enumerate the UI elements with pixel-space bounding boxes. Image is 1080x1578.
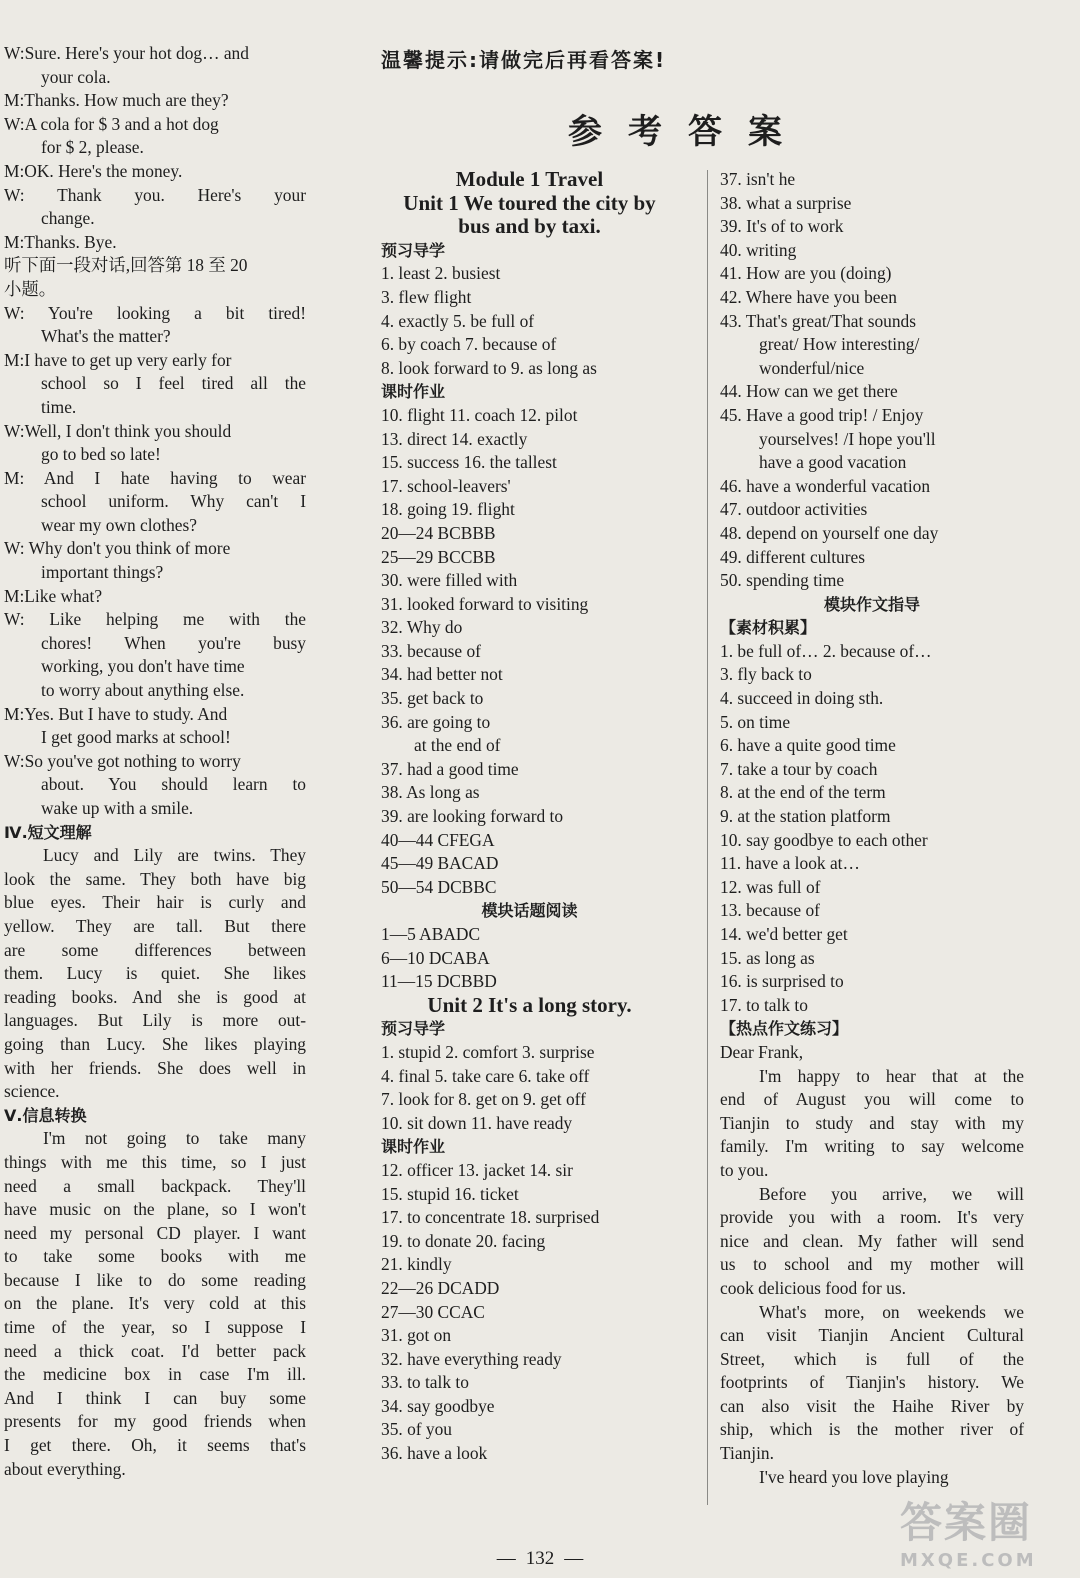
col1-line: working, you don't have time (41, 656, 245, 677)
col3-line: can visit Tianjin Ancient Cultural (720, 1325, 1024, 1346)
col3-line: us to school and my mother will (720, 1254, 1024, 1275)
col1-line: presents for my good friends when (4, 1411, 306, 1432)
col2-line: 12. officer 13. jacket 14. sir (381, 1159, 573, 1180)
col1-line: need a small backpack. They'll (4, 1175, 306, 1196)
col1-line: your cola. (41, 66, 111, 87)
col3-line: 44. How can we get there (720, 381, 898, 402)
col3-line: 5. on time (720, 711, 791, 732)
watermark-logo: 答案圈 MXQE.COM (900, 1498, 1037, 1571)
col3-line: 17. to talk to (720, 994, 808, 1015)
col3-line: footprints of Tianjin's history. We (720, 1372, 1024, 1393)
col3-line: 37. isn't he (720, 169, 796, 189)
col2-line: 35. of you (381, 1419, 453, 1440)
col2-line: 30. were filled with (381, 570, 518, 591)
column-writing-answers (720, 168, 1024, 1489)
col1-line: change. (41, 208, 95, 229)
col3-line: 1. be full of… 2. because of… (720, 640, 932, 661)
col3-line: Before you arrive, we will (759, 1183, 1024, 1204)
col3-line: 49. different cultures (720, 546, 866, 567)
col2-line: 15. success 16. the tallest (381, 452, 557, 473)
col1-line: What's the matter? (41, 326, 171, 347)
col3-line: 【素材积累】 (720, 618, 817, 638)
col3-line: to you. (720, 1159, 769, 1180)
col2-line: 6—10 DCABA (381, 947, 490, 968)
column-module1-answers (381, 168, 678, 1466)
col3-line: I'm happy to hear that at the (759, 1065, 1024, 1086)
col2-line: 预习导学 (381, 240, 446, 260)
col1-line: things with me this time, so I just (4, 1151, 306, 1172)
col1-line: for $ 2, please. (41, 137, 144, 158)
col1-line: M:Like what? (4, 585, 103, 606)
col1-line: important things? (41, 562, 164, 583)
col1-line: I get good marks at school! (41, 727, 231, 748)
col3-line: 10. say goodbye to each other (720, 829, 928, 850)
col3-line: 43. That's great/That sounds (720, 310, 917, 331)
col1-line: reading books. And she is good at (4, 986, 306, 1007)
col1-line: I'm not going to take many (43, 1128, 306, 1149)
col3-line: 50. spending time (720, 570, 845, 591)
col3-line: cook delicious food for us. (720, 1277, 906, 1298)
col3-line: 模块作文指导 (823, 594, 920, 614)
col1-line: I get there. Oh, it seems that's (4, 1435, 306, 1456)
col2-line: 7. look for 8. get on 9. get off (381, 1089, 586, 1110)
col2-line: 18. going 19. flight (381, 499, 515, 520)
col1-line: yellow. They are tall. But there (4, 915, 306, 936)
col2-line: 32. Why do (381, 617, 463, 638)
col2-line: 39. are looking forward to (381, 806, 564, 827)
col1-line: chores! When you're busy (41, 632, 306, 653)
col3-line: 4. succeed in doing sth. (720, 688, 884, 709)
col3-line: 15. as long as (720, 947, 815, 968)
col2-line: 11—15 DCBBD (381, 971, 497, 992)
col2-line: 1—5 ABADC (381, 924, 481, 944)
col1-line: wear my own clothes? (41, 514, 197, 535)
col1-line: W:A cola for $ 3 and a hot dog (4, 113, 219, 134)
col2-line: at the end of (414, 735, 501, 756)
col3-line: Tianjin to study and stay with my (720, 1112, 1024, 1133)
col2-line: 34. had better not (381, 664, 503, 685)
col3-line: 40. writing (720, 239, 797, 260)
col1-line: languages. But Lily is more out- (4, 1010, 306, 1031)
col1-line: need my personal CD player. I want (4, 1222, 306, 1243)
col3-line: Dear Frank, (720, 1041, 804, 1062)
col1-line: 听下面一段对话,回答第 18 至 20 (4, 255, 248, 276)
col2-line: 8. look forward to 9. as long as (381, 357, 597, 378)
col3-line: 【热点作文练习】 (720, 1019, 849, 1039)
col3-line: 12. was full of (720, 876, 821, 897)
col1-line: W:Well, I don't think you should (4, 420, 232, 441)
col1-line: W: Like helping me with the (4, 609, 306, 630)
col3-line: yourselves! /I hope you'll (759, 428, 936, 449)
col2-line: 36. are going to (381, 711, 491, 732)
col3-line: What's more, on weekends we (759, 1301, 1024, 1322)
col3-line: 16. is surprised to (720, 971, 844, 992)
col3-line: provide you with a room. It's very (720, 1207, 1024, 1228)
col3-line: 9. at the station platform (720, 806, 891, 827)
col3-line: 8. at the end of the term (720, 782, 886, 803)
col1-line: M:Thanks. How much are they? (4, 90, 229, 111)
col1-line: W: You're looking a bit tired! (4, 302, 306, 323)
col2-line: 33. because of (381, 640, 481, 661)
col2-line: 50—54 DCBBC (381, 876, 497, 897)
col2-line: 6. by coach 7. because of (381, 334, 557, 355)
col1-line: them. Lucy is quiet. She likes (4, 963, 306, 984)
col2-line: bus and by taxi. (458, 214, 601, 239)
col1-line: W: Thank you. Here's your (4, 184, 306, 205)
col2-line: 38. As long as (381, 782, 480, 803)
col2-line: 45—49 BACAD (381, 853, 499, 874)
col2-line: 35. get back to (381, 688, 484, 709)
column-listening-reading (4, 42, 306, 1481)
col2-line: 17. to concentrate 18. surprised (381, 1207, 600, 1228)
col2-line: 33. to talk to (381, 1372, 469, 1393)
col2-line: 37. had a good time (381, 758, 519, 779)
col1-line: M:OK. Here's the money. (4, 160, 183, 181)
col3-line: can also visit the Haihe River by (720, 1395, 1024, 1416)
col1-line: blue eyes. Their hair is curly and (4, 892, 306, 913)
col1-line: have music on the plane, so I won't (4, 1199, 306, 1220)
col2-line: 31. got on (381, 1325, 452, 1346)
col1-line: the medicine box in case I'm ill. (4, 1364, 306, 1385)
col1-line: 小题。 (4, 278, 57, 299)
col3-line: 45. Have a good trip! / Enjoy (720, 404, 924, 425)
col1-line: And I think I can buy some (4, 1387, 306, 1408)
col1-line: to take some books with me (4, 1246, 306, 1267)
col2-line: 4. exactly 5. be full of (381, 310, 535, 331)
col3-line: Street, which is full of the (720, 1348, 1024, 1369)
col3-line: 41. How are you (doing) (720, 263, 892, 284)
col1-line: need a thick coat. I'd better pack (4, 1340, 306, 1361)
col1-line: are some differences between (4, 939, 306, 960)
col2-line: 32. have everything ready (381, 1348, 562, 1369)
col2-line: 31. looked forward to visiting (381, 593, 589, 614)
col3-line: 42. Where have you been (720, 286, 897, 307)
col3-line: 39. It's of to work (720, 216, 844, 237)
col3-line: 14. we'd better get (720, 924, 848, 944)
col2-line: 课时作业 (381, 382, 446, 402)
col3-line: have a good vacation (759, 452, 907, 473)
col1-line: with her friends. She does well in (4, 1057, 306, 1078)
col1-line: about. You should learn to (41, 774, 306, 795)
col3-line: end of August you will come to (720, 1089, 1024, 1110)
col1-line: W: Why don't you think of more (4, 538, 231, 559)
col1-line: time of the year, so I suppose I (4, 1317, 306, 1338)
col2-line: 20—24 BCBBB (381, 522, 496, 543)
col1-line: Lucy and Lily are twins. They (43, 845, 306, 866)
col1-line: time. (41, 396, 77, 417)
col1-line: school uniform. Why can't I (41, 491, 306, 512)
col1-line: wake up with a smile. (41, 798, 194, 818)
col2-line: 10. sit down 11. have ready (381, 1112, 573, 1133)
col1-line: on the plane. It's very cold at this (4, 1293, 306, 1314)
col2-line: Module 1 Travel (455, 167, 604, 191)
col2-line: 19. to donate 20. facing (381, 1230, 546, 1251)
column-divider (707, 170, 708, 1505)
col3-line: 48. depend on yourself one day (720, 522, 939, 543)
col2-line: 15. stupid 16. ticket (381, 1183, 519, 1204)
col1-line: about everything. (4, 1458, 126, 1479)
col2-line: 课时作业 (381, 1137, 446, 1157)
col2-line: 模块话题阅读 (481, 901, 578, 921)
col2-line: 25—29 BCCBB (381, 546, 496, 567)
col2-line: 17. school-leavers' (381, 475, 511, 496)
col3-line: great/ How interesting/ (759, 334, 920, 355)
page-title: 参考答案 (568, 112, 808, 152)
col3-line: 47. outdoor activities (720, 499, 868, 520)
col1-line: M:Yes. But I have to study. And (4, 703, 228, 724)
col1-line: to worry about anything else. (41, 680, 245, 701)
col1-line: W:So you've got nothing to worry (4, 750, 241, 771)
col1-line: science. (4, 1081, 60, 1102)
col3-line: wonderful/nice (759, 357, 865, 378)
col1-line: Ⅳ.短文理解 (4, 822, 92, 842)
col2-line: 13. direct 14. exactly (381, 428, 528, 449)
col3-line: ship, which is the mother river of (720, 1419, 1024, 1440)
col1-line: go to bed so late! (41, 444, 161, 465)
col1-line: going than Lucy. She likes playing (4, 1033, 306, 1054)
col1-line: M: And I hate having to wear (4, 467, 306, 488)
col3-line: family. I'm writing to say welcome (720, 1136, 1024, 1157)
col3-line: 3. fly back to (720, 664, 812, 685)
col3-line: 7. take a tour by coach (720, 758, 878, 779)
col3-line: 13. because of (720, 900, 820, 921)
col3-line: 6. have a quite good time (720, 735, 896, 756)
col2-line: 40—44 CFEGA (381, 829, 495, 850)
col3-line: Tianjin. (720, 1443, 774, 1464)
col2-line: Unit 2 It's a long story. (427, 992, 632, 1017)
col1-line: look the same. They both have big (4, 868, 306, 889)
col2-line: 27—30 CCAC (381, 1301, 485, 1322)
col1-line: school so I feel tired all the (41, 373, 306, 394)
col2-line: Unit 1 We toured the city by (403, 190, 656, 215)
col1-line: W:Sure. Here's your hot dog… and (4, 43, 249, 63)
col3-line: 46. have a wonderful vacation (720, 475, 931, 496)
col1-line: M:Thanks. Bye. (4, 231, 117, 252)
col2-line: 21. kindly (381, 1254, 452, 1275)
col2-line: 4. final 5. take care 6. take off (381, 1065, 590, 1086)
col1-line: Ⅴ.信息转换 (4, 1105, 87, 1125)
tip-text: 温馨提示:请做完后再看答案! (381, 48, 667, 72)
col2-line: 3. flew flight (381, 286, 472, 307)
col1-line: M:I have to get up very early for (4, 349, 232, 370)
col3-line: nice and clean. My father will send (720, 1230, 1024, 1251)
col2-line: 10. flight 11. coach 12. pilot (381, 404, 578, 425)
col1-line: because I like to do some reading (4, 1269, 306, 1290)
col2-line: 36. have a look (381, 1443, 488, 1464)
col3-line: I've heard you love playing (759, 1466, 949, 1487)
col2-line: 1. stupid 2. comfort 3. surprise (381, 1041, 595, 1062)
col2-line: 22—26 DCADD (381, 1277, 500, 1298)
page-number: — 132 — (496, 1548, 584, 1569)
col3-line: 38. what a surprise (720, 192, 852, 213)
col3-line: 11. have a look at… (720, 853, 860, 874)
col2-line: 预习导学 (381, 1019, 446, 1039)
col2-line: 1. least 2. busiest (381, 263, 501, 284)
col2-line: 34. say goodbye (381, 1395, 495, 1416)
